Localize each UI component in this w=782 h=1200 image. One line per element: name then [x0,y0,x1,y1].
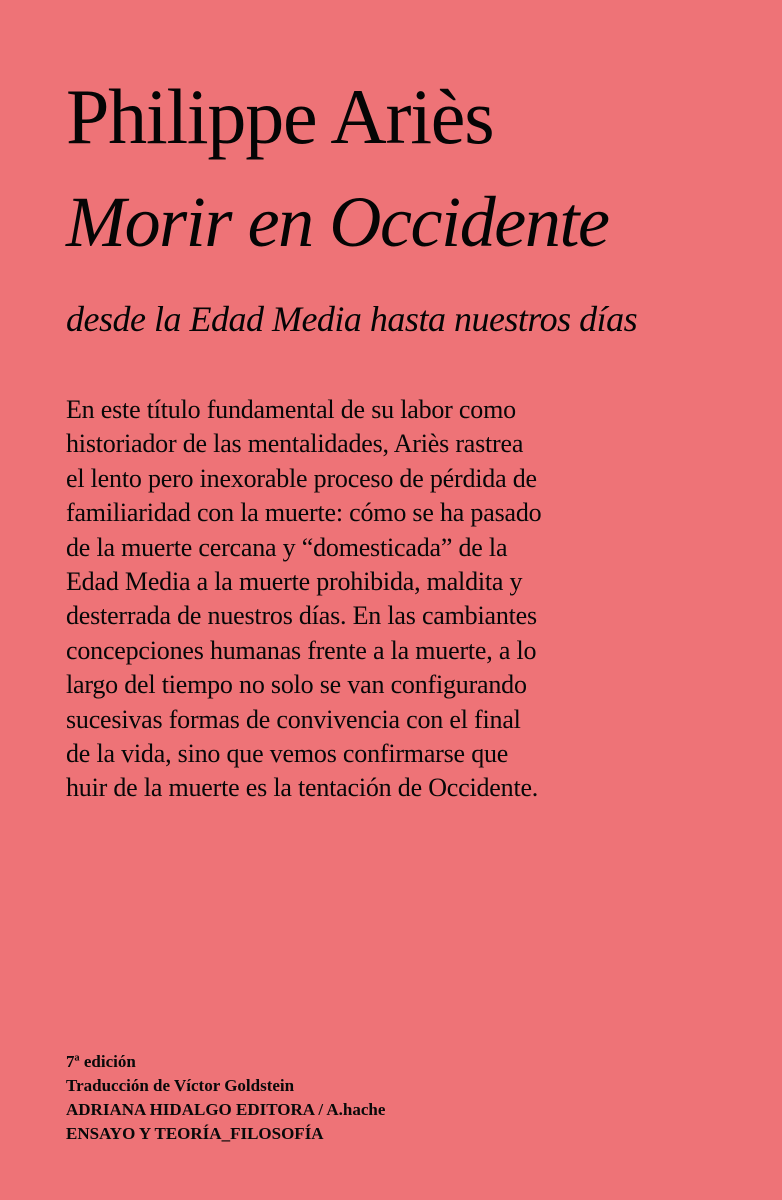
description-line: de la muerte cercana y “domesticada” de la [66,532,508,562]
translator-credit: Traducción de Víctor Goldstein [66,1076,295,1095]
publication-credits [66,1050,586,1146]
description-line: historiador de las mentalidades, Ariès rastrea [66,429,524,459]
description-line: concepciones humanas frente a la muerte, a lo [66,635,537,665]
book-subtitle: desde la Edad Media hasta nuestros días [66,299,638,339]
description-line: largo del tiempo no solo se van configurando [66,670,527,700]
description-line: huir de la muerte es la tentación de Occidente. [66,773,539,803]
description-line: sucesivas formas de convivencia con el final [66,704,521,734]
description-line: familiaridad con la muerte: cómo se ha pasado [66,498,542,528]
author-name: Philippe Ariès [66,73,494,160]
description-line: el lento pero inexorable proceso de pérdida de [66,463,537,493]
description-line: Edad Media a la muerte prohibida, maldita y [66,567,523,597]
book-description [66,393,666,806]
description-line: En este título fundamental de su labor como [66,395,516,424]
edition-label: 7ª edición [66,1052,136,1071]
book-title: Morir en Occidente [66,182,609,262]
description-line: de la vida, sino que vemos confirmarse que [66,739,509,769]
publisher-credit: ADRIANA HIDALGO EDITORA / A.hache [66,1100,386,1119]
description-line: desterrada de nuestros días. En las cambiantes [66,601,537,631]
series-category: ENSAYO Y TEORÍA_FILOSOFÍA [66,1124,324,1143]
